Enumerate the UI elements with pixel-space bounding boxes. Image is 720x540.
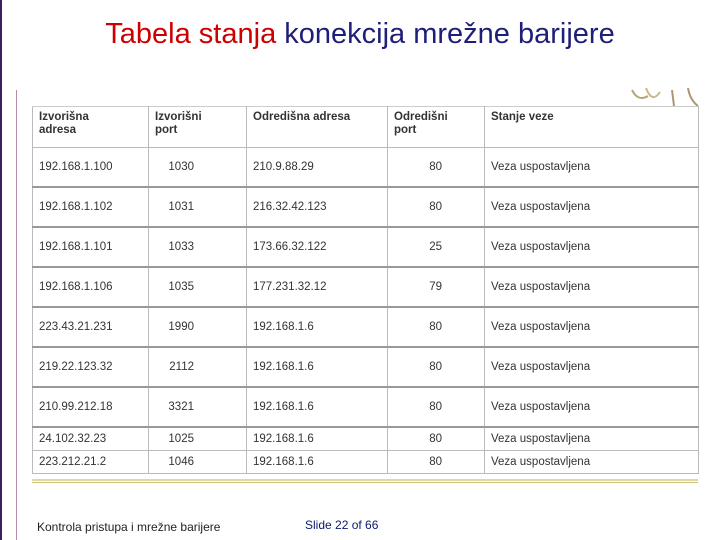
cell-source-port: 1030 bbox=[149, 148, 247, 188]
cell-destination-address: 210.9.88.29 bbox=[247, 148, 388, 188]
table-row bbox=[33, 387, 699, 427]
table-row bbox=[33, 347, 699, 387]
cell-source-address: 223.43.21.231 bbox=[33, 307, 149, 347]
cell-destination-port: 80 bbox=[388, 307, 485, 347]
footer-course-title: Kontrola pristupa i mrežne barijere bbox=[37, 520, 221, 534]
cell-destination-port: 25 bbox=[388, 227, 485, 267]
cell-connection-state: Veza uspostavljena bbox=[485, 187, 699, 227]
column-header-destination-address: Odredišna adresa bbox=[247, 107, 388, 148]
cell-destination-address: 192.168.1.6 bbox=[247, 307, 388, 347]
table-row bbox=[33, 227, 699, 267]
column-header-destination-port: Odredišni port bbox=[388, 107, 485, 148]
table-row bbox=[33, 451, 699, 474]
cell-destination-address: 192.168.1.6 bbox=[247, 427, 388, 451]
cell-connection-state: Veza uspostavljena bbox=[485, 267, 699, 307]
cell-source-port: 1990 bbox=[149, 307, 247, 347]
cell-destination-port: 80 bbox=[388, 427, 485, 451]
cell-destination-port: 80 bbox=[388, 451, 485, 474]
cell-connection-state: Veza uspostavljena bbox=[485, 227, 699, 267]
cell-destination-port: 79 bbox=[388, 267, 485, 307]
cell-destination-port: 80 bbox=[388, 187, 485, 227]
cell-destination-address: 192.168.1.6 bbox=[247, 347, 388, 387]
cell-destination-address: 177.231.32.12 bbox=[247, 267, 388, 307]
cell-source-address: 192.168.1.106 bbox=[33, 267, 149, 307]
cell-source-address: 24.102.32.23 bbox=[33, 427, 149, 451]
slide-number: Slide 22 of 66 bbox=[305, 518, 379, 532]
decorative-ornament-icon bbox=[628, 86, 700, 108]
cell-source-port: 2112 bbox=[149, 347, 247, 387]
cell-connection-state: Veza uspostavljena bbox=[485, 387, 699, 427]
title-part-red: Tabela stanja bbox=[105, 18, 277, 50]
cell-connection-state: Veza uspostavljena bbox=[485, 148, 699, 188]
cell-connection-state: Veza uspostavljena bbox=[485, 307, 699, 347]
footer-divider-thin bbox=[32, 482, 698, 483]
cell-destination-port: 80 bbox=[388, 347, 485, 387]
column-header-source-port: Izvorišni port bbox=[149, 107, 247, 148]
cell-destination-port: 80 bbox=[388, 148, 485, 188]
cell-destination-address: 216.32.42.123 bbox=[247, 187, 388, 227]
cell-source-port: 1031 bbox=[149, 187, 247, 227]
cell-source-address: 219.22.123.32 bbox=[33, 347, 149, 387]
cell-source-port: 3321 bbox=[149, 387, 247, 427]
footer-divider bbox=[32, 479, 698, 481]
cell-source-port: 1025 bbox=[149, 427, 247, 451]
table-row bbox=[33, 267, 699, 307]
cell-source-port: 1046 bbox=[149, 451, 247, 474]
title-part-blue: konekcija mrežne barijere bbox=[284, 18, 615, 50]
cell-destination-address: 192.168.1.6 bbox=[247, 451, 388, 474]
cell-source-address: 192.168.1.101 bbox=[33, 227, 149, 267]
cell-destination-address: 173.66.32.122 bbox=[247, 227, 388, 267]
cell-source-address: 192.168.1.102 bbox=[33, 187, 149, 227]
table-row bbox=[33, 427, 699, 451]
table-row bbox=[33, 148, 699, 188]
decorative-vertical-line bbox=[16, 90, 17, 540]
column-header-connection-state: Stanje veze bbox=[485, 107, 699, 148]
cell-source-address: 210.99.212.18 bbox=[33, 387, 149, 427]
slide-title bbox=[0, 14, 720, 54]
cell-source-address: 192.168.1.100 bbox=[33, 148, 149, 188]
table-header-row bbox=[33, 107, 699, 148]
cell-connection-state: Veza uspostavljena bbox=[485, 451, 699, 474]
cell-destination-address: 192.168.1.6 bbox=[247, 387, 388, 427]
cell-destination-port: 80 bbox=[388, 387, 485, 427]
cell-connection-state: Veza uspostavljena bbox=[485, 427, 699, 451]
connection-state-table bbox=[32, 106, 698, 478]
slide-left-border bbox=[0, 0, 2, 540]
cell-source-address: 223.212.21.2 bbox=[33, 451, 149, 474]
cell-source-port: 1033 bbox=[149, 227, 247, 267]
column-header-source-address: Izvorišna adresa bbox=[33, 107, 149, 148]
table-row bbox=[33, 187, 699, 227]
cell-connection-state: Veza uspostavljena bbox=[485, 347, 699, 387]
table-row bbox=[33, 307, 699, 347]
cell-source-port: 1035 bbox=[149, 267, 247, 307]
